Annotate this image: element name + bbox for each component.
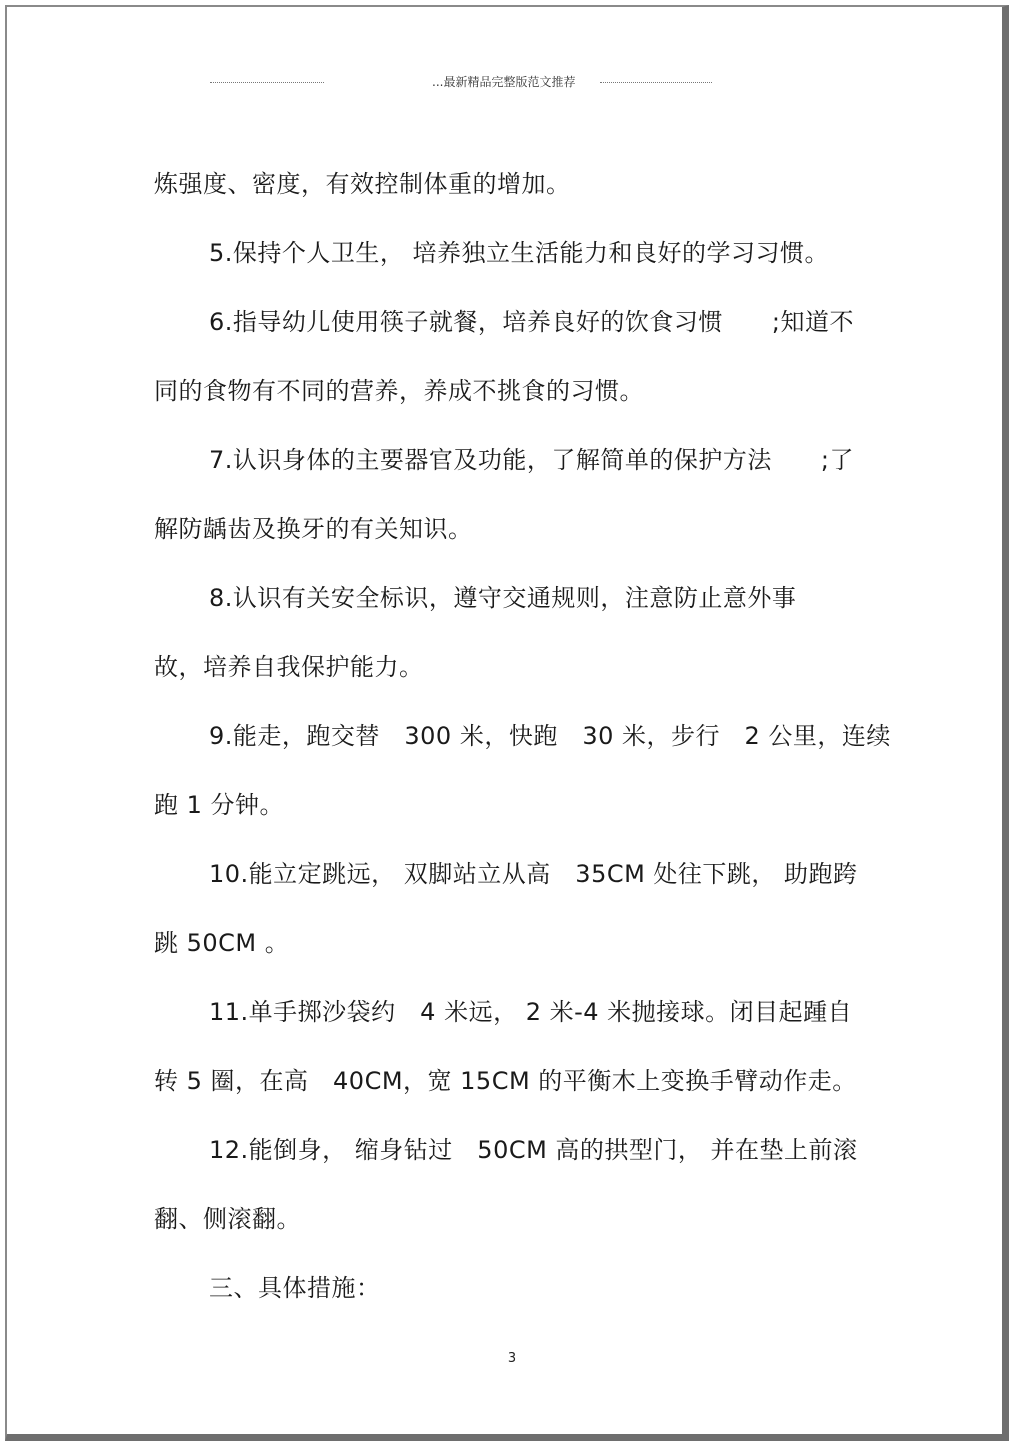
header-text: ...最新精品完整版范文推荐 [432,75,576,89]
body-line-item-11: 11.单手掷沙袋约 4 米远， 2 米-4 米抛接球。闭目起踵自 [209,998,853,1026]
body-line-item-6-cont: 同的食物有不同的营养，养成不挑食的习惯。 [154,377,644,405]
body-line-item-8: 8.认识有关安全标识，遵守交通规则，注意防止意外事 [209,584,797,612]
body-line-item-7: 7.认识身体的主要器官及功能，了解简单的保护方法 ;了 [209,446,854,474]
body-line-item-12-cont: 翻、侧滚翻。 [154,1205,301,1233]
body-line-item-5: 5.保持个人卫生， 培养独立生活能力和良好的学习习惯。 [209,239,830,267]
body-line-continuation: 炼强度、密度，有效控制体重的增加。 [154,170,571,198]
body-line-item-6: 6.指导幼儿使用筷子就餐，培养良好的饮食习惯 ;知道不 [209,308,854,336]
body-line-item-11-cont: 转 5 圈，在高 40CM，宽 15CM 的平衡木上变换手臂动作走。 [154,1067,857,1095]
body-line-item-10-cont: 跳 50CM 。 [154,929,290,957]
body-line-item-10: 10.能立定跳远， 双脚站立从高 35CM 处往下跳， 助跑跨 [209,860,858,888]
section-heading: 三、具体措施： [209,1274,381,1302]
body-line-item-9-cont: 跑 1 分钟。 [154,791,285,819]
header-rule-left [210,82,324,83]
body-line-item-7-cont: 解防龋齿及换牙的有关知识。 [154,515,473,543]
body-line-item-12: 12.能倒身， 缩身钻过 50CM 高的拱型门， 并在垫上前滚 [209,1136,858,1164]
body-line-item-8-cont: 故，培养自我保护能力。 [154,653,424,681]
body-line-item-9: 9.能走，跑交替 300 米，快跑 30 米，步行 2 公里，连续 [209,722,891,750]
page-number: 3 [507,1351,517,1366]
header-rule-right [600,82,712,83]
document-body [154,150,891,1323]
page-header [0,74,1024,94]
